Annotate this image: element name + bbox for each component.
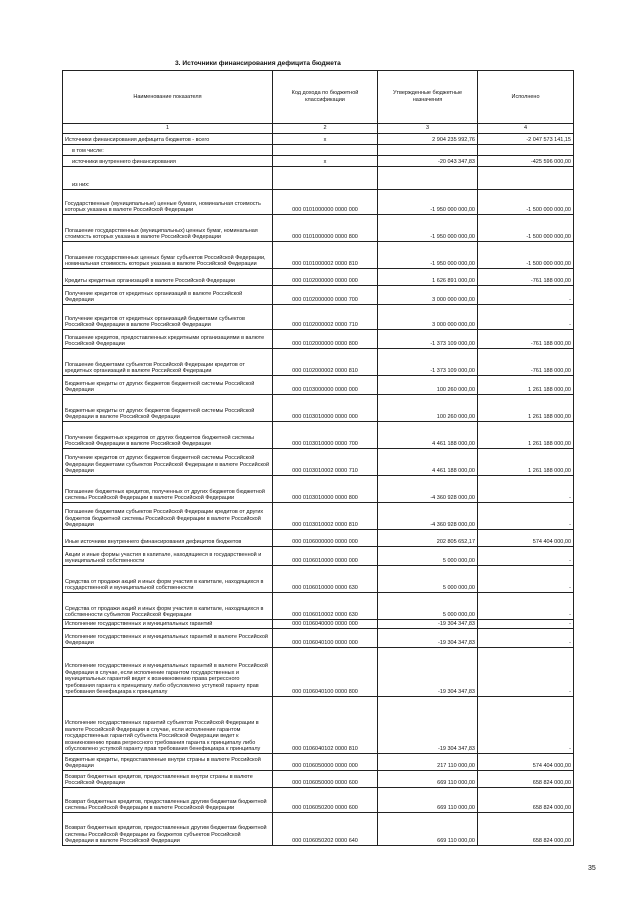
row-code: 000 0106050000 0000 000: [273, 754, 378, 771]
row-name: Бюджетные кредиты от других бюджетов бюджетной системы Российской Федерации: [63, 376, 273, 395]
row-code: 000 0103010002 0000 710: [273, 449, 378, 476]
row-executed: -761 188 000,00: [478, 349, 574, 376]
page-title: 3. Источники финансирования дефицита бюджета: [175, 60, 341, 67]
header-name: Наименование показателя: [63, 71, 273, 124]
table-row: [63, 395, 574, 422]
row-code: 000 0106000000 0000 000: [273, 530, 378, 547]
row-approved: -4 360 928 000,00: [378, 476, 478, 503]
row-name: Возврат бюджетных кредитов, предоставленных другим бюджетам бюджетной системы Российской Федерации в валюте Российской Федерации: [63, 788, 273, 813]
financing-sources-table: [62, 70, 574, 846]
table-row: [63, 788, 574, 813]
row-executed: 658 824 000,00: [478, 788, 574, 813]
row-executed: -: [478, 620, 574, 629]
row-name: Погашение бюджетами субъектов Российской Федерации кредитов от кредитных организаций в валюте Российской Федерации: [63, 349, 273, 376]
row-name: Исполнение государственных гарантий субъектов Российской Федерации в валюте Российской Федерации в случае, если исполнение гарантом государственных гарантий субъекта Российской Федерации ведет к возникновению права регрессного требования гаранта к принципалу либо обусловлено уступкой гаранту прав требования бенефициара к принципалу: [63, 697, 273, 754]
row-code: 000 0106050200 0000 600: [273, 788, 378, 813]
row-code: 000 0102000002 0000 710: [273, 305, 378, 330]
row-approved: -1 950 000 000,00: [378, 242, 478, 269]
row-executed: [478, 167, 574, 190]
table-row: [63, 145, 574, 156]
row-code: 000 0101000000 0000 800: [273, 215, 378, 242]
table-row: [63, 422, 574, 449]
table-row: [63, 530, 574, 547]
table-row: [63, 648, 574, 697]
row-approved: 3 000 000 000,00: [378, 305, 478, 330]
header-code: Код дохода по бюджетной классификации: [273, 71, 378, 124]
table-row: [63, 629, 574, 648]
row-code: 000 0106040000 0000 000: [273, 620, 378, 629]
table-row: [63, 305, 574, 330]
table-row: [63, 190, 574, 215]
table-row: [63, 566, 574, 593]
table-row: [63, 242, 574, 269]
row-code: 000 0106050202 0000 640: [273, 813, 378, 846]
row-name: из них:: [63, 167, 273, 190]
column-number: 4: [478, 124, 574, 134]
row-approved: -19 304 347,83: [378, 629, 478, 648]
row-executed: -761 188 000,00: [478, 330, 574, 349]
row-code: 000 0102000000 0000 700: [273, 286, 378, 305]
row-name: Средства от продажи акций и иных форм участия в капитале, находящихся в собственности субъектов Российской Федерации: [63, 593, 273, 620]
header-executed: Исполнено: [478, 71, 574, 124]
row-executed: -: [478, 648, 574, 697]
row-name: Погашение бюджетных кредитов, полученных от других бюджетов бюджетной системы Российской Федерации в валюте Российской Федерации: [63, 476, 273, 503]
row-executed: -: [478, 476, 574, 503]
table-row: [63, 215, 574, 242]
row-code: 000 0106040100 0000 000: [273, 629, 378, 648]
row-code: x: [273, 134, 378, 145]
row-executed: 574 404 000,00: [478, 530, 574, 547]
row-executed: -: [478, 305, 574, 330]
row-approved: -1 373 109 000,00: [378, 349, 478, 376]
row-executed: -1 500 000 000,00: [478, 215, 574, 242]
row-code: 000 0101000000 0000 000: [273, 190, 378, 215]
row-approved: -19 304 347,83: [378, 648, 478, 697]
row-executed: -425 596 000,00: [478, 156, 574, 167]
row-name: Получение кредитов от кредитных организаций бюджетами субъектов Российской Федерации в валюте Российской Федерации: [63, 305, 273, 330]
row-approved: 5 000 000,00: [378, 566, 478, 593]
column-number: 3: [378, 124, 478, 134]
table-row: [63, 449, 574, 476]
column-number: 1: [63, 124, 273, 134]
row-approved: -1 950 000 000,00: [378, 190, 478, 215]
table-row: [63, 620, 574, 629]
row-executed: -2 047 573 141,15: [478, 134, 574, 145]
row-approved: -1 950 000 000,00: [378, 215, 478, 242]
row-executed: -: [478, 697, 574, 754]
row-executed: 1 261 188 000,00: [478, 395, 574, 422]
row-approved: 5 000 000,00: [378, 547, 478, 566]
row-executed: -1 500 000 000,00: [478, 242, 574, 269]
row-approved: 669 110 000,00: [378, 813, 478, 846]
table-row: [63, 269, 574, 286]
row-code: 000 0103000000 0000 000: [273, 376, 378, 395]
row-approved: 2 904 235 992,76: [378, 134, 478, 145]
table-row: [63, 286, 574, 305]
row-executed: [478, 145, 574, 156]
row-approved: 4 461 188 000,00: [378, 449, 478, 476]
row-code: [273, 167, 378, 190]
row-approved: 1 626 891 000,00: [378, 269, 478, 286]
row-name: Государственные (муниципальные) ценные бумаги, номинальная стоимость которых указана в валюте Российской Федерации: [63, 190, 273, 215]
row-approved: 100 260 000,00: [378, 395, 478, 422]
table-row: [63, 697, 574, 754]
row-code: 000 0102000000 0000 800: [273, 330, 378, 349]
row-executed: 1 261 188 000,00: [478, 449, 574, 476]
row-code: 000 0103010000 0000 700: [273, 422, 378, 449]
table-row: [63, 156, 574, 167]
row-approved: 669 110 000,00: [378, 771, 478, 788]
table-row: [63, 503, 574, 530]
header-approved: Утвержденные бюджетные назначения: [378, 71, 478, 124]
row-approved: 217 110 000,00: [378, 754, 478, 771]
row-approved: -20 043 347,83: [378, 156, 478, 167]
row-name: Получение бюджетных кредитов от других бюджетов бюджетной системы Российской Федерации в валюте Российской Федерации: [63, 422, 273, 449]
row-approved: [378, 167, 478, 190]
table-row: [63, 593, 574, 620]
row-code: x: [273, 156, 378, 167]
row-code: 000 0106040100 0000 800: [273, 648, 378, 697]
table-row: [63, 813, 574, 846]
row-approved: 669 110 000,00: [378, 788, 478, 813]
row-executed: -: [478, 629, 574, 648]
row-executed: -: [478, 566, 574, 593]
row-approved: 3 000 000 000,00: [378, 286, 478, 305]
row-code: 000 0106010002 0000 630: [273, 593, 378, 620]
row-approved: 202 805 652,17: [378, 530, 478, 547]
row-name: Исполнение государственных и муниципальных гарантий в валюте Российской Федерации: [63, 629, 273, 648]
row-code: 000 0103010002 0000 810: [273, 503, 378, 530]
row-code: 000 0102000002 0000 810: [273, 349, 378, 376]
column-number-row: [63, 124, 574, 134]
table-row: [63, 376, 574, 395]
row-code: 000 0106010000 0000 000: [273, 547, 378, 566]
row-approved: -4 360 928 000,00: [378, 503, 478, 530]
table-row: [63, 547, 574, 566]
row-code: 000 0102000000 0000 000: [273, 269, 378, 286]
row-name: Бюджетные кредиты от других бюджетов бюджетной системы Российской Федерации в валюте Российской Федерации: [63, 395, 273, 422]
row-executed: 1 261 188 000,00: [478, 376, 574, 395]
row-approved: 5 000 000,00: [378, 593, 478, 620]
row-executed: -761 188 000,00: [478, 269, 574, 286]
table-row: [63, 134, 574, 145]
row-name: Исполнение государственных и муниципальных гарантий в валюте Российской Федерации в случае, если исполнение гарантом государственных и муниципальных гарантий ведет к возникновению права регрессного требования гаранта к принципалу либо обусловлено уступкой гаранту прав требования бенефициара к принципалу: [63, 648, 273, 697]
row-name: источники внутреннего финансирования: [63, 156, 273, 167]
row-approved: -19 304 347,83: [378, 620, 478, 629]
row-code: 000 0103010000 0000 000: [273, 395, 378, 422]
row-name: Иные источники внутреннего финансирования дефицитов бюджетов: [63, 530, 273, 547]
table-row: [63, 771, 574, 788]
row-executed: 1 261 188 000,00: [478, 422, 574, 449]
table-row: [63, 167, 574, 190]
row-executed: -: [478, 547, 574, 566]
row-name: Возврат бюджетных кредитов, предоставленных другим бюджетам бюджетной системы Российской Федерации из бюджетов субъектов Российской Федерации в валюте Российской Федерации: [63, 813, 273, 846]
row-name: Бюджетные кредиты, предоставленные внутри страны в валюте Российской Федерации: [63, 754, 273, 771]
row-executed: 658 824 000,00: [478, 771, 574, 788]
row-code: [273, 145, 378, 156]
page-number: 35: [588, 865, 596, 872]
row-code: 000 0106050000 0000 600: [273, 771, 378, 788]
row-name: Источники финансирования дефицита бюджетов - всего: [63, 134, 273, 145]
table-row: [63, 754, 574, 771]
row-name: в том числе:: [63, 145, 273, 156]
row-name: Получение кредитов от других бюджетов бюджетной системы Российской Федерации бюджетами субъектов Российской Федерации в валюте Российской Федерации: [63, 449, 273, 476]
row-executed: -1 500 000 000,00: [478, 190, 574, 215]
row-name: Исполнение государственных и муниципальных гарантий: [63, 620, 273, 629]
row-code: 000 0106040102 0000 810: [273, 697, 378, 754]
row-name: Погашение кредитов, предоставленных кредитными организациями в валюте Российской Федерации: [63, 330, 273, 349]
row-approved: -1 373 109 000,00: [378, 330, 478, 349]
row-approved: -19 304 347,83: [378, 697, 478, 754]
row-executed: -: [478, 286, 574, 305]
row-code: 000 0106010000 0000 630: [273, 566, 378, 593]
row-name: Получение кредитов от кредитных организаций в валюте Российской Федерации: [63, 286, 273, 305]
row-approved: 4 461 188 000,00: [378, 422, 478, 449]
row-approved: 100 260 000,00: [378, 376, 478, 395]
row-executed: -: [478, 503, 574, 530]
table-row: [63, 330, 574, 349]
column-number: 2: [273, 124, 378, 134]
table-row: [63, 349, 574, 376]
row-name: Погашение государственных (муниципальных) ценных бумаг, номинальная стоимость которых указана в валюте Российской Федерации: [63, 215, 273, 242]
row-approved: [378, 145, 478, 156]
table-row: [63, 476, 574, 503]
row-name: Погашение бюджетами субъектов Российской Федерации кредитов от других бюджетов бюджетной системы Российской Федерации в валюте Российской Федерации: [63, 503, 273, 530]
row-name: Средства от продажи акций и иных форм участия в капитале, находящихся в государственной и муниципальной собственности: [63, 566, 273, 593]
row-code: 000 0101000002 0000 810: [273, 242, 378, 269]
table-header-row: [63, 71, 574, 124]
row-executed: 574 404 000,00: [478, 754, 574, 771]
row-executed: -: [478, 593, 574, 620]
row-name: Кредиты кредитных организаций в валюте Российской Федерации: [63, 269, 273, 286]
row-executed: 658 824 000,00: [478, 813, 574, 846]
row-code: 000 0103010000 0000 800: [273, 476, 378, 503]
row-name: Возврат бюджетных кредитов, предоставленных внутри страны в валюте Российской Федерации: [63, 771, 273, 788]
row-name: Погашение государственных ценных бумаг субъектов Российской Федерации, номинальная стоимость которых указана в валюте Российской Федерации: [63, 242, 273, 269]
row-name: Акции и иные формы участия в капитале, находящиеся в государственной и муниципальной собственности: [63, 547, 273, 566]
